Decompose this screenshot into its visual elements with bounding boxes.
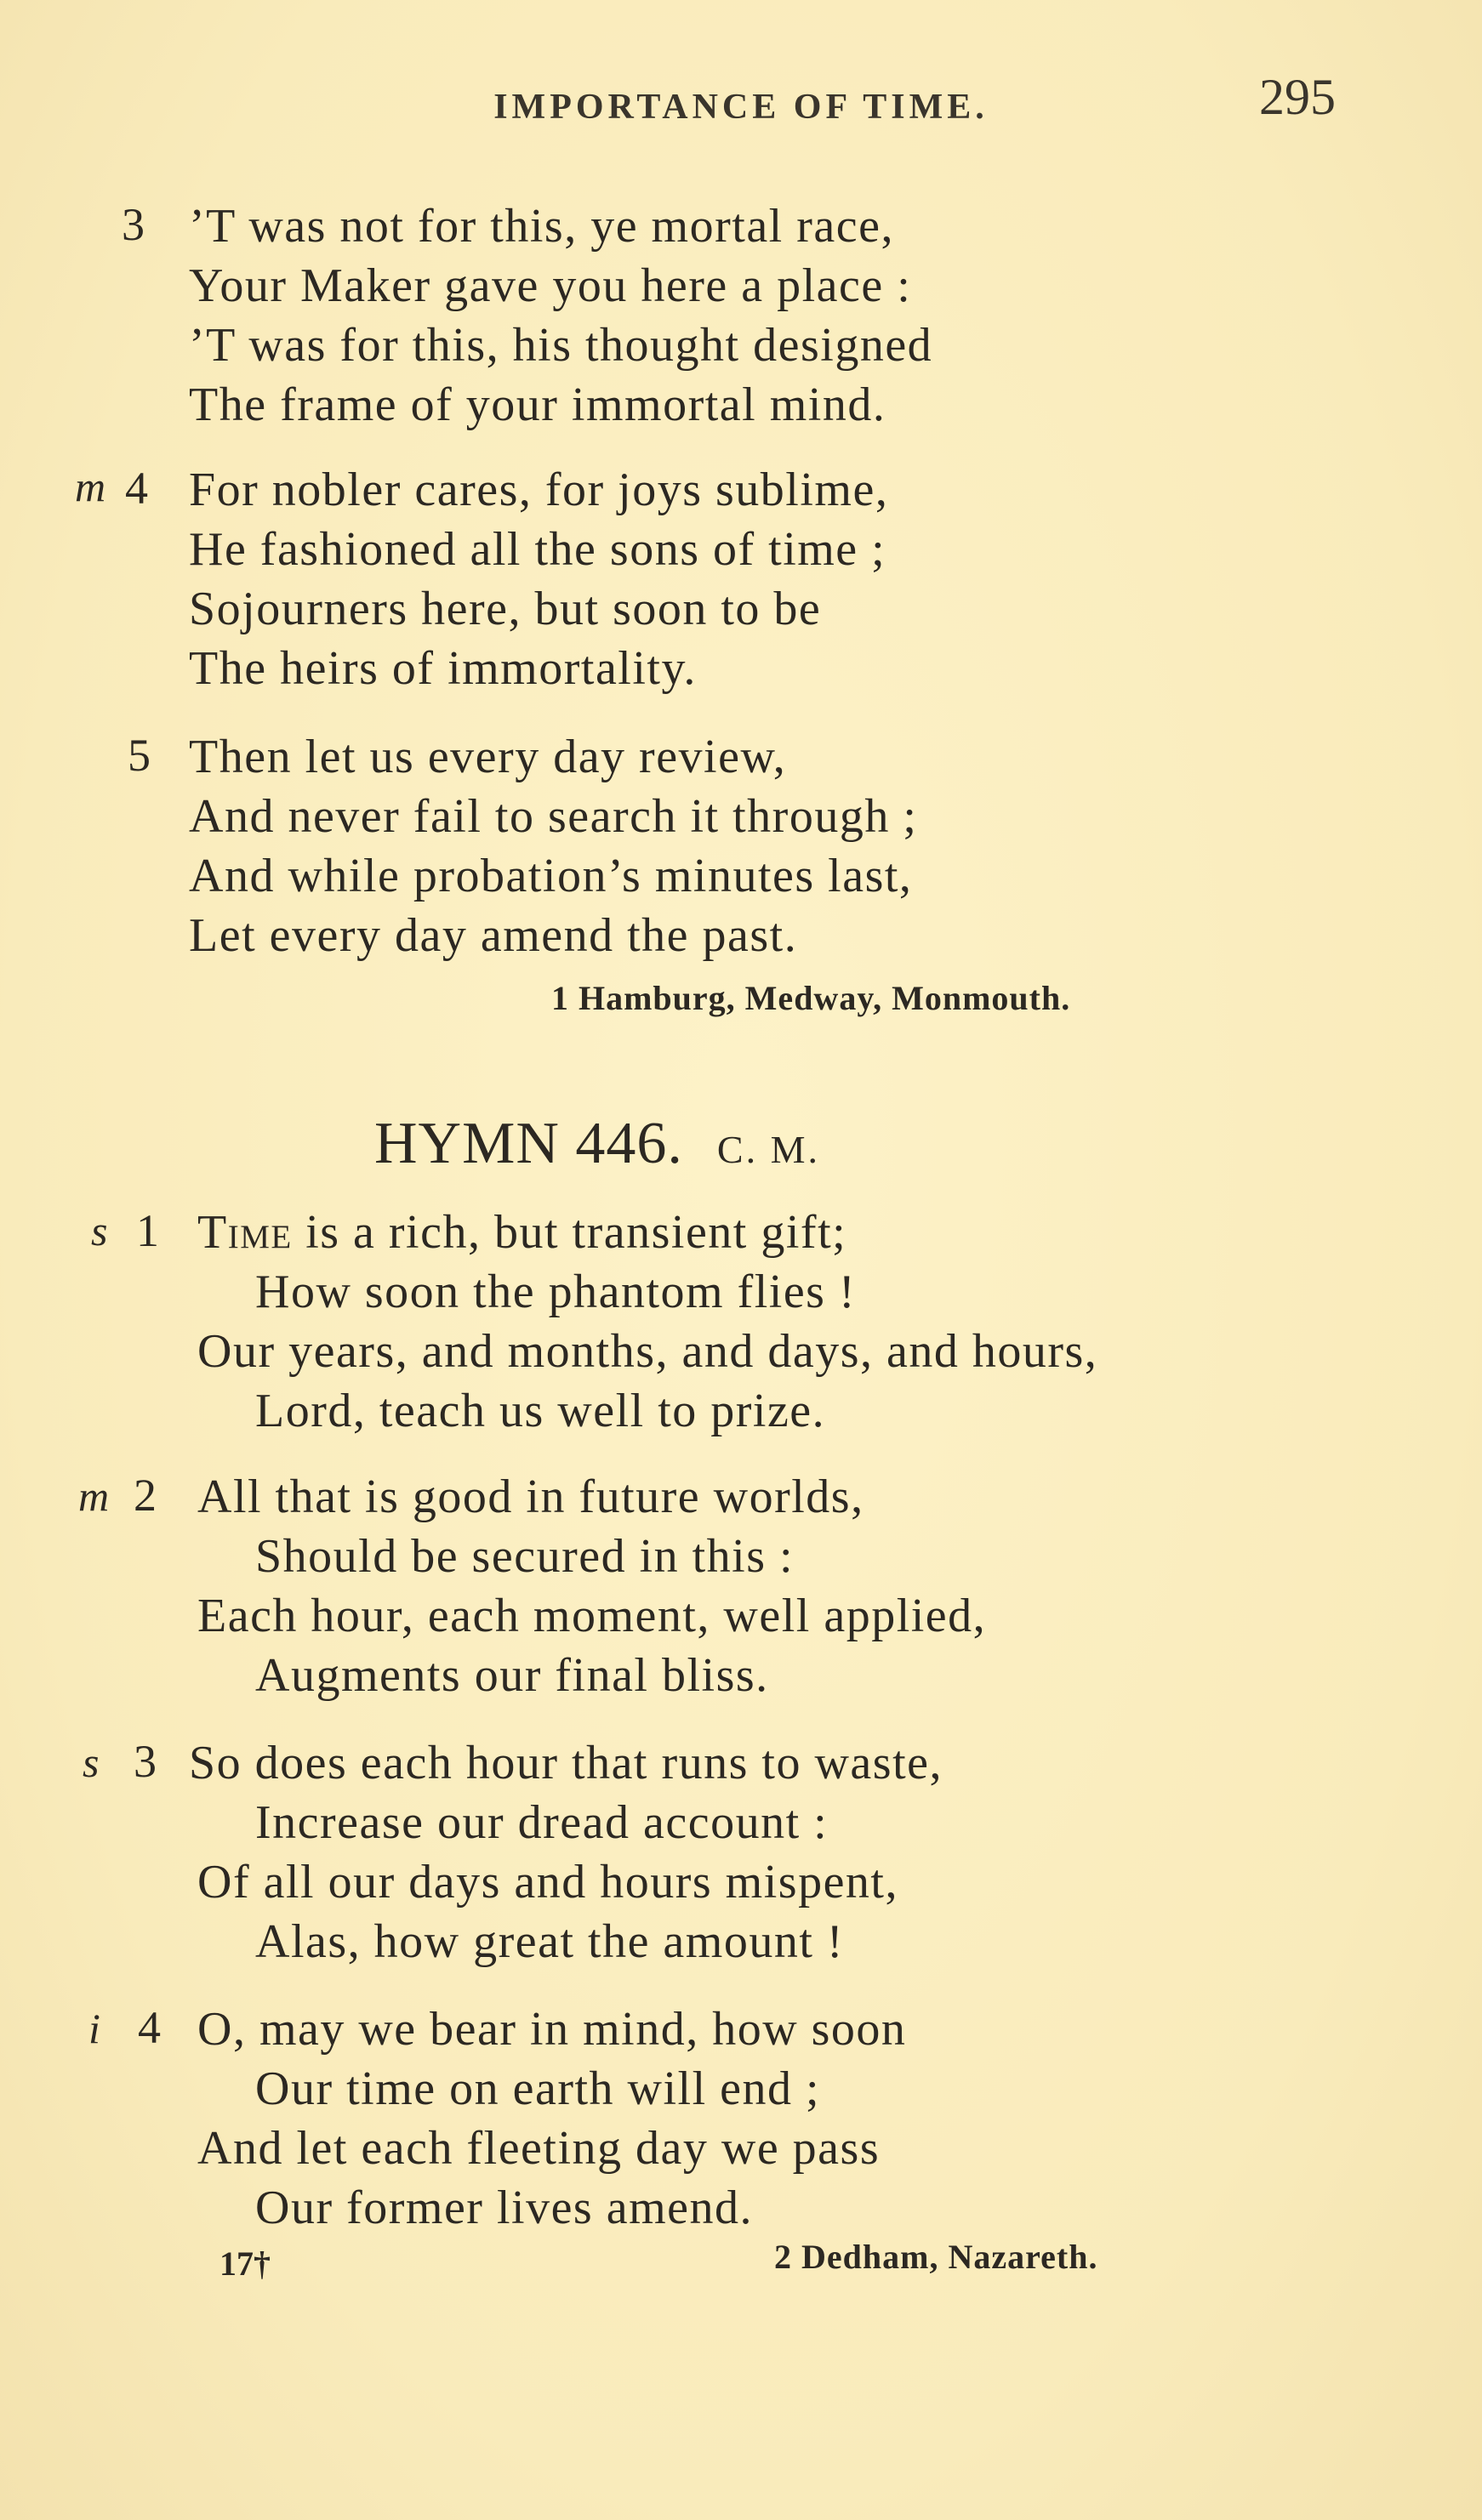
dynamic-mark: i (88, 2005, 100, 2052)
dynamic-mark: m (75, 463, 106, 510)
verse-line: Increase our dread account : (255, 1796, 829, 1849)
verse-line: Of all our days and hours mispent, (197, 1856, 898, 1908)
page-number: 295 (1259, 69, 1336, 125)
verse-line: For nobler cares, for joys sublime, (189, 464, 889, 516)
verse-line: O, may we bear in mind, how soon (197, 2003, 907, 2056)
verse-line: So does each hour that runs to waste, (189, 1737, 943, 1789)
verse-line: Our time on earth will end ; (255, 2062, 821, 2115)
printer-signature: 17† (219, 2244, 271, 2283)
line-rest: is a rich, but transient gift; (292, 1206, 847, 1259)
verse-line: All that is good in future worlds, (197, 1470, 864, 1523)
verse-line: And never fail to search it through ; (189, 790, 918, 843)
verse-line: Alas, how great the amount ! (255, 1915, 845, 1968)
hymn-heading (374, 1110, 820, 1178)
verse-line: Augments our final bliss. (255, 1649, 769, 1702)
verse-line: Your Maker gave you here a place : (189, 259, 912, 312)
dynamic-mark: m (78, 1472, 110, 1520)
verse-line: Sojourners here, but soon to be (189, 583, 822, 635)
stanza-number: 4 (138, 2002, 161, 2053)
dynamic-mark: s (91, 1207, 108, 1254)
verse-line: Our former lives amend. (255, 2182, 753, 2234)
verse-line: Let every day amend the past. (189, 909, 798, 962)
verse-line: ’T was for this, his thought designed (189, 319, 933, 372)
stanza-number: 3 (122, 199, 145, 250)
verse-line: ’T was not for this, ye mortal race, (189, 200, 894, 253)
hymn-meter: C. M. (716, 1128, 820, 1171)
verse-line: The frame of your immortal mind. (189, 378, 886, 431)
tune-names: 2 Dedham, Nazareth. (774, 2238, 1098, 2276)
verse-line: And while probation’s minutes last, (189, 850, 913, 902)
verse-line: Each hour, each moment, well applied, (197, 1590, 987, 1642)
verse-line (197, 1207, 846, 1258)
stanza-number: 1 (136, 1205, 159, 1256)
verse-line: Our years, and months, and days, and hours, (197, 1325, 1098, 1378)
verse-line: Lord, teach us well to prize. (255, 1385, 826, 1437)
verse-line: The heirs of immortality. (189, 642, 697, 695)
verse-line: Then let us every day review, (189, 731, 787, 783)
stanza-number: 3 (134, 1736, 157, 1787)
hymn-title: HYMN 446. (374, 1111, 683, 1176)
verse-line: He fashioned all the sons of time ; (189, 523, 886, 576)
verse-line: And let each fleeting day we pass (197, 2122, 881, 2175)
verse-line: Should be secured in this : (255, 1530, 795, 1583)
running-header: IMPORTANCE OF TIME. (493, 88, 989, 127)
stanza-number: 2 (134, 1470, 157, 1521)
dynamic-mark: s (83, 1738, 100, 1786)
tune-names: 1 Hamburg, Medway, Monmouth. (551, 979, 1071, 1017)
stanza-number: 4 (125, 463, 148, 514)
first-word: Time (197, 1206, 293, 1259)
stanza-number: 5 (128, 730, 151, 781)
verse-line: How soon the phantom flies ! (255, 1266, 857, 1318)
